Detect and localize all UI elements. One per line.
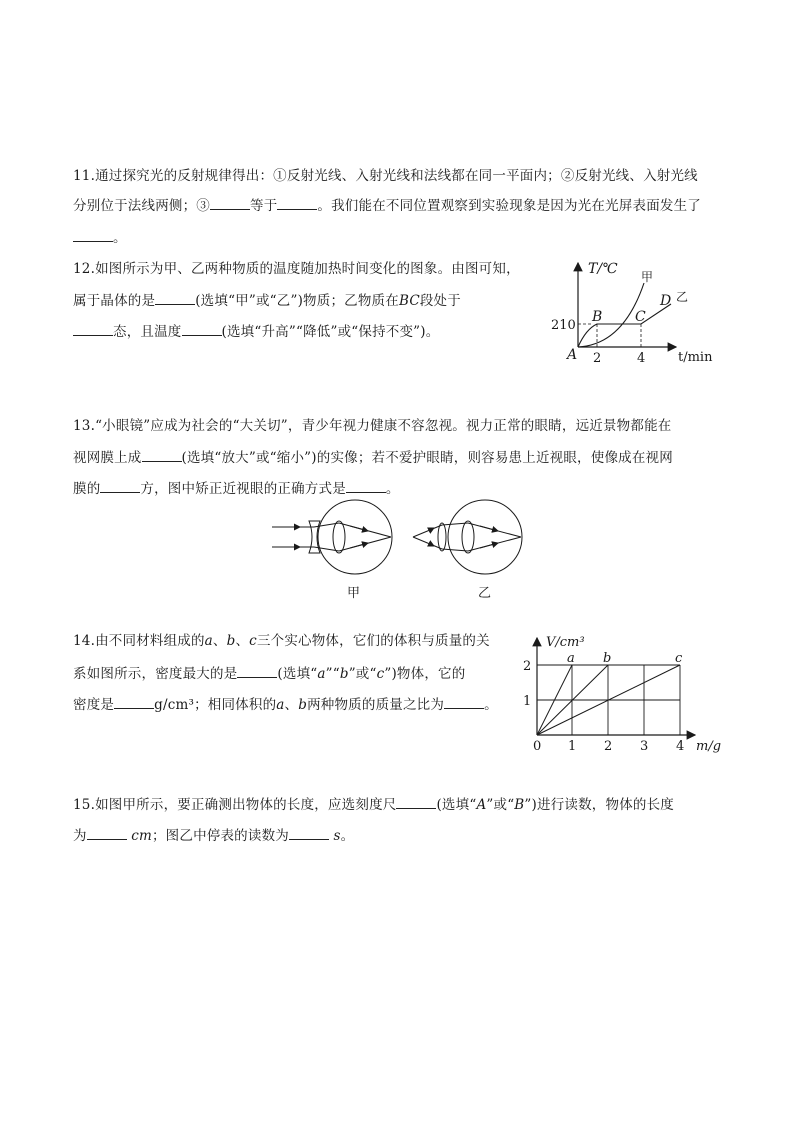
q12-text: 态，且温度 [113,324,182,340]
answer-blank[interactable] [114,695,154,709]
q15-text: 15.如图甲所示，要正确测出物体的长度，应选刻度尺 [73,797,397,813]
answer-blank[interactable] [237,664,277,678]
q15-text: ”)进行读数，物体的长度 [524,797,674,813]
answer-blank[interactable] [444,695,484,709]
q15-unit: s [333,828,341,844]
line-a-label: a [567,651,575,666]
y-tick-2: 2 [523,659,532,674]
origin-label: A [567,347,578,363]
answer-blank[interactable] [73,228,113,242]
q11-line-2 [73,196,701,215]
q15-var: A [476,797,487,813]
fig-jia-label: 甲 [347,586,361,601]
eye-diagram-jia [270,500,400,605]
q11-text: 。我们能在不同位置观察到实验现象是因为光在光屏表面发生了 [317,198,702,214]
q14-var: c [249,633,257,649]
q14-text: 、 [284,697,299,713]
q11-text: 。 [113,230,127,246]
line-c-label: c [675,651,683,666]
eye-crystalline-lens [462,521,474,553]
point-d-label: D [660,293,672,309]
q14-text: ”)物体，它的 [384,666,466,682]
q12-line-3 [73,322,439,341]
q15-text: 。 [340,828,355,844]
q14-text: 两种物质的质量之比为 [307,697,445,713]
q14-text: g/cm³；相同体积的 [154,697,277,713]
answer-blank[interactable] [277,196,317,210]
q13-text: 。 [385,481,400,497]
q15-var: B [514,797,525,813]
q12-text: (选填“升高”“降低”或“保持不变”)。 [221,324,440,340]
q14-text: 、 [212,633,227,649]
q14-var: b [339,666,349,682]
fig-yi-label: 乙 [478,586,492,601]
q15-text: (选填“ [436,797,477,813]
q15-text: ；图乙中停表的读数为 [151,828,289,844]
q14-text: (选填“ [277,666,318,682]
line-b-label: b [603,651,612,666]
q12-segment-label: BC [398,293,420,309]
q12-text: (选填“甲”或“乙”)物质；乙物质在 [195,293,399,309]
answer-blank[interactable] [289,826,329,840]
q11-line-3 [73,228,127,247]
q14-text: 三个实心物体，它们的体积与质量的关 [256,633,490,649]
q13-line-3 [73,479,400,498]
q13-text: 方，图中矫正近视眼的正确方式是 [140,481,346,497]
point-b-label: B [592,309,603,325]
volume-mass-graph [520,628,725,756]
y-axis-label: T/℃ [588,261,618,277]
q14-text: ”或“ [348,666,377,682]
eye-diagram-yi [410,500,540,605]
x-tick-1: 1 [568,739,577,754]
q13-text: 膜的 [73,481,101,497]
answer-blank[interactable] [73,322,113,336]
q14-var: b [298,697,308,713]
q11-text: 等于 [250,198,278,214]
answer-blank[interactable] [346,479,386,493]
q11-text: 分别位于法线两侧；③ [73,198,210,214]
eyeball [448,500,522,574]
q14-text: 。 [484,697,498,713]
q15-unit: cm [131,828,152,844]
q13-text: 视网膜上成 [73,450,142,466]
q14-line-3 [73,695,498,714]
q11-line-1: 11.通过探究光的反射规律得出：①反射光线、入射光线和法线都在同一平面内；②反射光线、入射光线 [73,168,698,184]
x-tick-0: 0 [533,739,542,754]
answer-blank[interactable] [142,448,182,462]
q14-line-2 [73,664,465,683]
eyeball [318,500,392,574]
q14-text: 密度是 [73,697,115,713]
q15-line-1 [73,795,674,814]
q14-text: 14.由不同材料组成的 [73,633,205,649]
x-tick-2: 2 [593,351,602,366]
q14-text: 系如图所示，密度最大的是 [73,666,238,682]
q14-line-1 [73,632,490,650]
q14-var: b [226,633,236,649]
q14-text: 、 [235,633,250,649]
x-axis-label: m/g [696,739,722,754]
x-tick-3: 3 [640,739,649,754]
q14-var: c [376,666,385,682]
answer-blank[interactable] [100,479,140,493]
q12-line-1: 12.如图所示为甲、乙两种物质的温度随加热时间变化的图象。由图可知， [73,261,520,277]
x-tick-4: 4 [637,351,646,366]
q12-text: 属于晶体的是 [73,293,156,309]
q15-text: 为 [73,828,87,844]
q15-text: ”或“ [486,797,515,813]
answer-blank[interactable] [210,196,250,210]
point-c-label: C [635,309,646,325]
convex-lens [438,523,446,551]
curve-jia-label: 甲 [641,270,654,284]
temperature-time-graph [548,255,723,370]
y-axis-label: V/cm³ [546,635,585,650]
answer-blank[interactable] [182,322,222,336]
answer-blank[interactable] [87,826,127,840]
q13-line-1: 13.“小眼镜”应成为社会的“大关切”，青少年视力健康不容忽视。视力正常的眼睛，远近景物都能在 [73,418,672,434]
q13-text: (选填“放大”或“缩小”)的实像；若不爱护眼睛，则容易患上近视眼，使像成在视网 [181,450,673,466]
x-tick-2: 2 [604,739,613,754]
q12-text: 段处于 [419,293,461,309]
x-tick-4: 4 [676,739,685,754]
curve-yi-label: 乙 [676,290,689,304]
q15-line-2 [73,826,354,845]
q13-line-2 [73,448,673,467]
q14-var: a [276,697,285,713]
q14-var: a [204,633,213,649]
answer-blank[interactable] [396,795,436,809]
y-tick-1: 1 [523,694,532,709]
q14-var: a [317,666,326,682]
answer-blank[interactable] [155,291,195,305]
x-axis-label: t/min [678,350,713,365]
q14-text: ”“ [325,666,340,682]
q12-line-2 [73,291,461,310]
y-tick-210: 210 [551,318,576,333]
eye-crystalline-lens [333,521,345,553]
